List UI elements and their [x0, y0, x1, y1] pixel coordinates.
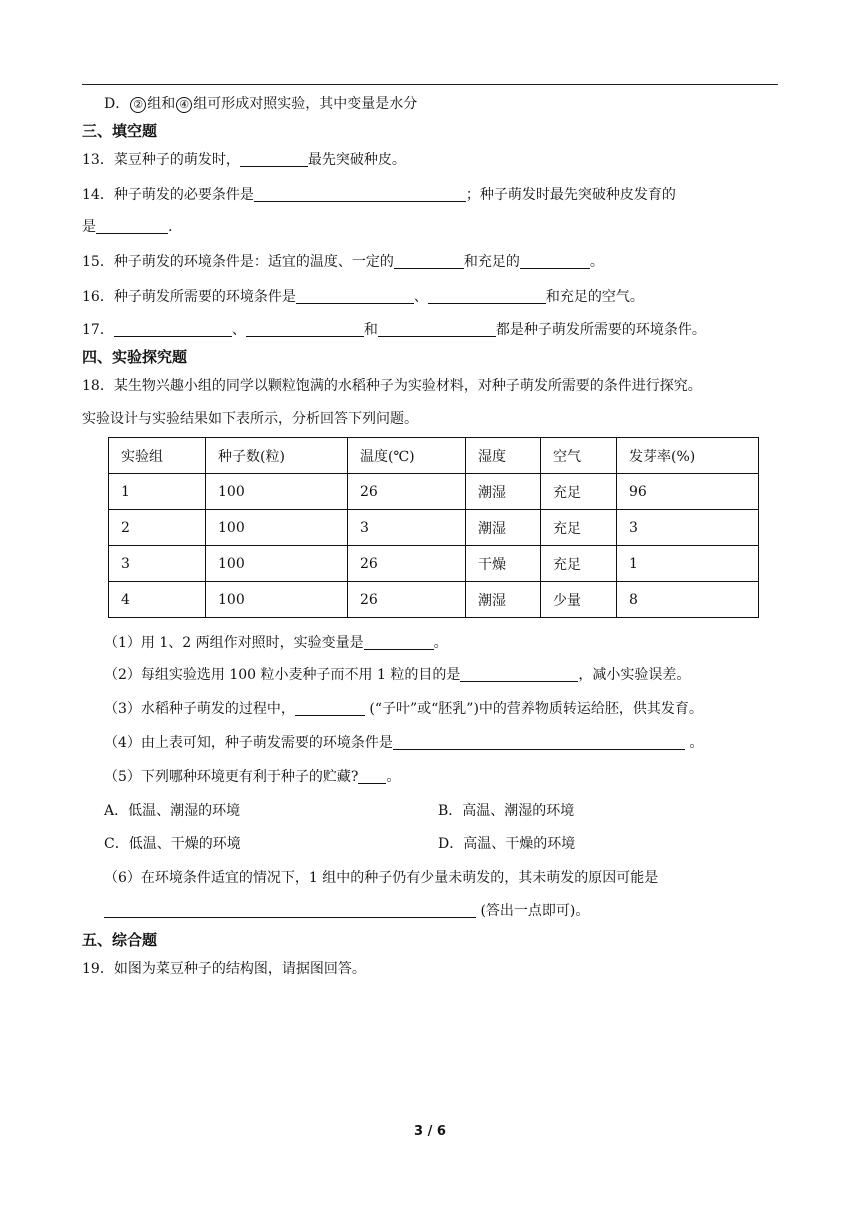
question-14 — [82, 185, 676, 205]
table-cell: 1 — [109, 474, 206, 510]
table-cell: 潮湿 — [466, 474, 541, 510]
table-cell: 100 — [206, 546, 348, 582]
page-number: 3 / 6 — [414, 1124, 446, 1139]
option-b: B．高温、潮湿的环境 — [438, 803, 575, 819]
question-18-stem: 18．某生物兴趣小组的同学以颗粒饱满的水稻种子为实验材料，对种子萌发所需要的条件进行探究。 — [82, 378, 702, 394]
question-text: (答出一点即可)。 — [476, 903, 590, 919]
question-text: . — [168, 219, 173, 235]
question-text: （4）由上表可知，种子萌发需要的环境条件是 — [104, 735, 393, 751]
question-text: （3）水稻种子萌发的过程中， — [104, 701, 295, 717]
table-cell: 潮湿 — [466, 510, 541, 546]
table-header-cell: 湿度 — [466, 438, 541, 474]
question-text: 13．菜豆种子的萌发时， — [82, 152, 240, 168]
circled-number: ② — [130, 97, 146, 113]
question-17 — [82, 320, 706, 340]
section-title: 三、填空题 — [82, 122, 158, 140]
answer-blank[interactable] — [296, 289, 414, 304]
option-text: 组可形成对照实验，其中变量是水分 — [193, 96, 418, 112]
question-text: ，减小实验误差。 — [578, 667, 691, 683]
question-13 — [82, 150, 406, 170]
table-header-cell: 空气 — [541, 438, 617, 474]
question-text: 17． — [82, 322, 114, 338]
header-rule — [82, 84, 778, 85]
table-header-cell: 温度(℃) — [348, 438, 466, 474]
question-text: 是 — [82, 219, 96, 235]
table-cell: 3 — [348, 510, 466, 546]
table-row — [109, 582, 759, 618]
question-text: 。 — [433, 635, 448, 651]
question-text: （5）下列哪种环境更有利于种子的贮藏? — [104, 769, 359, 785]
circled-number: ④ — [176, 97, 192, 113]
sub-question-4 — [104, 733, 703, 753]
sub-question-3 — [104, 699, 703, 719]
question-text: （2）每组实验选用 100 粒小麦种子而不用 1 粒的目的是 — [104, 667, 461, 683]
section-title: 四、实验探究题 — [82, 348, 188, 366]
table-cell: 100 — [206, 582, 348, 618]
question-text: 15．种子萌发的环境条件是：适宜的温度、一定的 — [82, 254, 394, 270]
table-cell: 26 — [348, 474, 466, 510]
question-text: 都是种子萌发所需要的环境条件。 — [495, 322, 706, 338]
table-cell: 1 — [617, 546, 759, 582]
table-row — [109, 510, 759, 546]
answer-blank[interactable] — [358, 769, 386, 784]
answer-blank[interactable] — [254, 187, 466, 202]
answer-blank[interactable] — [520, 254, 590, 269]
question-text: 。 — [386, 769, 401, 785]
table-cell: 充足 — [541, 474, 617, 510]
table-row — [109, 474, 759, 510]
section-title: 五、综合题 — [82, 931, 158, 949]
table-cell: 3 — [617, 510, 759, 546]
answer-blank[interactable] — [246, 322, 364, 337]
table-header-row — [109, 438, 759, 474]
option-label: D． — [104, 96, 130, 112]
prev-question-option-d — [104, 94, 417, 114]
table-cell: 4 — [109, 582, 206, 618]
question-text: 、 — [413, 289, 428, 305]
option-c: C．低温、干燥的环境 — [104, 836, 241, 852]
question-text: 、 — [231, 322, 246, 338]
question-15 — [82, 252, 604, 272]
sub-question-6: （6）在环境条件适宜的情况下，1 组中的种子仍有少量未萌发的，其未萌发的原因可能是 — [104, 870, 659, 886]
answer-blank[interactable] — [394, 254, 464, 269]
answer-blank[interactable] — [378, 322, 496, 337]
answer-blank[interactable] — [114, 322, 232, 337]
table-cell: 少量 — [541, 582, 617, 618]
table-row — [109, 546, 759, 582]
answer-blank[interactable] — [104, 903, 476, 918]
sub-question-5 — [104, 767, 400, 787]
sub-question-6-cont — [104, 901, 589, 921]
table-cell: 干燥 — [466, 546, 541, 582]
answer-blank[interactable] — [240, 152, 308, 167]
table-cell: 96 — [617, 474, 759, 510]
question-text: 和充足的 — [463, 254, 520, 270]
table-header-cell: 实验组 — [109, 438, 206, 474]
question-text: 。 — [589, 254, 604, 270]
question-19: 19．如图为菜豆种子的结构图，请据图回答。 — [82, 961, 366, 977]
question-text: 最先突破种皮。 — [307, 152, 406, 168]
question-text: 。 — [684, 735, 704, 751]
answer-blank[interactable] — [96, 219, 168, 234]
table-header-cell: 种子数(粒) — [206, 438, 348, 474]
question-text: 14．种子萌发的必要条件是 — [82, 187, 254, 203]
option-a: A．低温、潮湿的环境 — [104, 803, 241, 819]
question-16 — [82, 287, 644, 307]
table-cell: 100 — [206, 510, 348, 546]
table-cell: 26 — [348, 582, 466, 618]
table-cell: 充足 — [541, 546, 617, 582]
table-cell: 充足 — [541, 510, 617, 546]
answer-blank[interactable] — [393, 735, 685, 750]
sub-question-2 — [104, 665, 690, 685]
question-text: (“子叶”或“胚乳”)中的营养物质转运给胚，供其发育。 — [364, 701, 703, 717]
table-cell: 3 — [109, 546, 206, 582]
question-text: 16．种子萌发所需要的环境条件是 — [82, 289, 296, 305]
table-cell: 100 — [206, 474, 348, 510]
experiment-table — [108, 437, 759, 618]
question-text: （1）用 1、2 两组作对照时，实验变量是 — [104, 635, 364, 651]
table-cell: 26 — [348, 546, 466, 582]
answer-blank[interactable] — [428, 289, 546, 304]
table-cell: 2 — [109, 510, 206, 546]
option-text: 组和 — [147, 96, 176, 112]
question-18-stem-cont: 实验设计与实验结果如下表所示，分析回答下列问题。 — [82, 411, 418, 427]
question-14-cont — [82, 217, 172, 237]
answer-blank[interactable] — [460, 667, 578, 682]
table-cell: 潮湿 — [466, 582, 541, 618]
table-cell: 8 — [617, 582, 759, 618]
table-header-cell: 发芽率(%) — [617, 438, 759, 474]
question-text: 和 — [363, 322, 378, 338]
answer-blank[interactable] — [364, 635, 434, 650]
option-d: D．高温、干燥的环境 — [438, 836, 576, 852]
question-text: 和充足的空气。 — [545, 289, 644, 305]
answer-blank[interactable] — [295, 701, 365, 716]
question-text: ；种子萌发时最先突破种皮发育的 — [465, 187, 676, 203]
sub-question-1 — [104, 633, 448, 653]
